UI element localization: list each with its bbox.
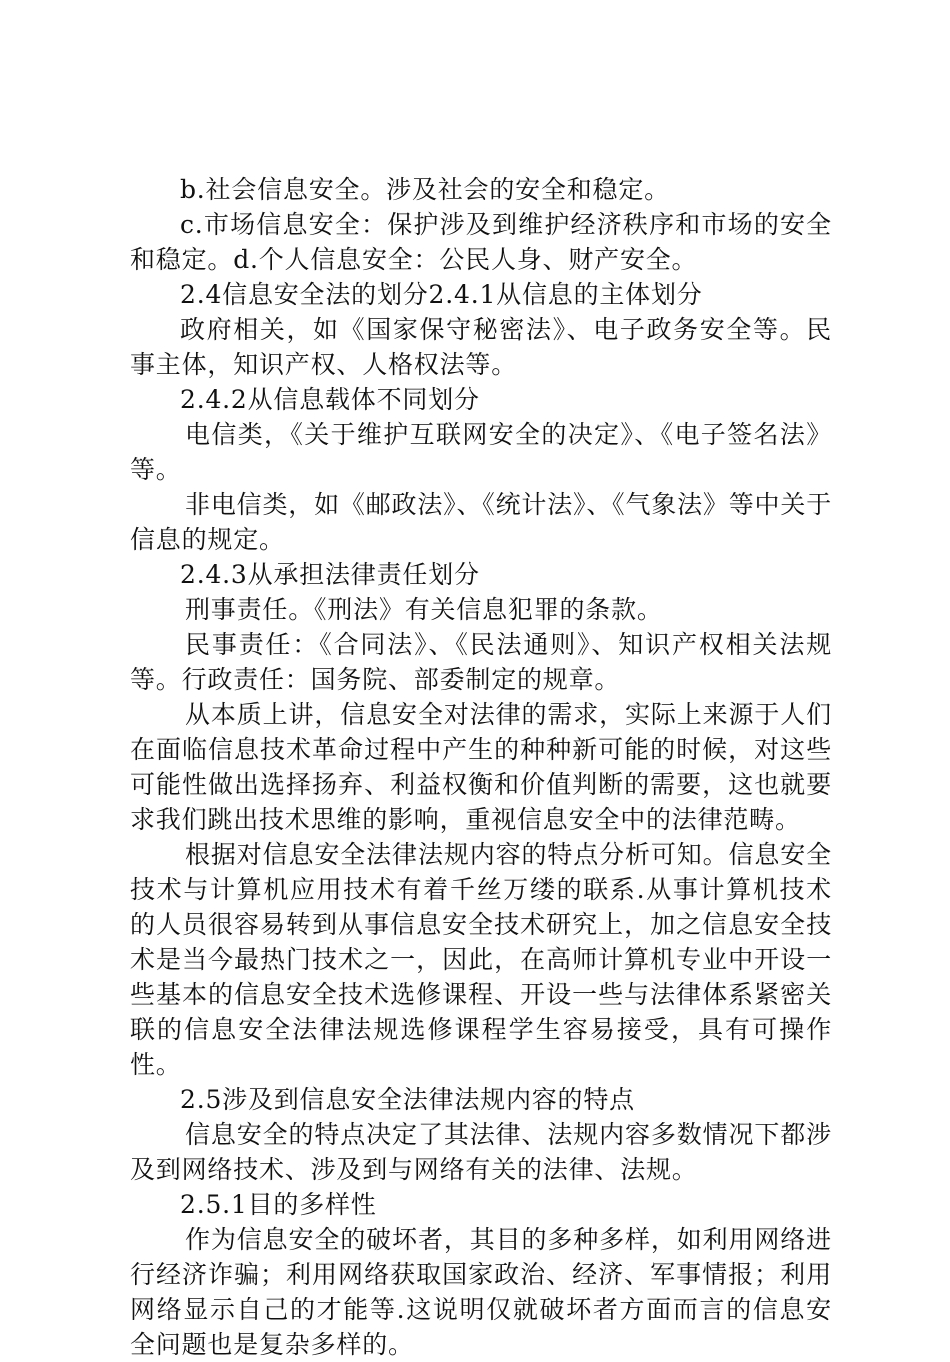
heading-2-5-1: 2.5.1目的多样性 [180,1190,377,1219]
heading-2-4-3: 2.4.3从承担法律责任划分 [180,560,480,589]
paragraph-essence: 从本质上讲，信息安全对法律的需求，实际上来源于人们在面临信息技术革命过程中产生的种种新可能的时候，对这些可能性做出选择扬弃、利益权衡和价值判断的需要，这也就要求我们跳出技术思维的影响，重视信息安全中的法律范畴。 [130,700,832,834]
paragraph-government-civil: 政府相关，如《国家保守秘密法》、电子政务安全等。民事主体，知识产权、人格权法等。 [130,315,832,379]
paragraph-civil-admin-liability: 民事责任：《合同法》、《民法通则》、知识产权相关法规等。行政责任：国务院、部委制定的规章。 [130,630,832,694]
paragraph-market-personal-security: c.市场信息安全：保护涉及到维护经济秩序和市场的安全和稳定。d.个人信息安全：公民人身、财产安全。 [130,210,832,274]
paragraph-diverse-purposes: 作为信息安全的破坏者，其目的多种多样，如利用网络进行经济诈骗；利用网络获取国家政治、经济、军事情报；利用网络显示自己的才能等.这说明仅就破坏者方面而言的信息安全问题也是复杂多样的。 [130,1225,832,1359]
paragraph-characteristics: 信息安全的特点决定了其法律、法规内容多数情况下都涉及到网络技术、涉及到与网络有关的法律、法规。 [130,1120,832,1184]
heading-2-4-2: 2.4.2从信息载体不同划分 [180,385,480,414]
document-body [130,172,832,1362]
paragraph-non-telecom: 非电信类，如《邮政法》、《统计法》、《气象法》等中关于信息的规定。 [130,490,832,554]
paragraph-criminal-liability: 刑事责任。《刑法》有关信息犯罪的条款。 [185,595,663,624]
paragraph-analysis: 根据对信息安全法律法规内容的特点分析可知。信息安全技术与计算机应用技术有着千丝万缕的联系.从事计算机技术的人员很容易转到从事信息安全技术研究上，加之信息安全技术是当今最热门技术之一，因此，在高师计算机专业中开设一些基本的信息安全技术选修课程、开设一些与法律体系紧密关联的信息安全法律法规选修课程学生容易接受，具有可操作性。 [130,840,832,1079]
heading-2-4: 2.4信息安全法的划分2.4.1从信息的主体划分 [180,280,703,309]
paragraph-social-security: b.社会信息安全。涉及社会的安全和稳定。 [180,175,670,204]
heading-2-5: 2.5涉及到信息安全法律法规内容的特点 [180,1085,635,1114]
paragraph-telecom: 电信类，《关于维护互联网安全的决定》、《电子签名法》等。 [130,420,832,484]
